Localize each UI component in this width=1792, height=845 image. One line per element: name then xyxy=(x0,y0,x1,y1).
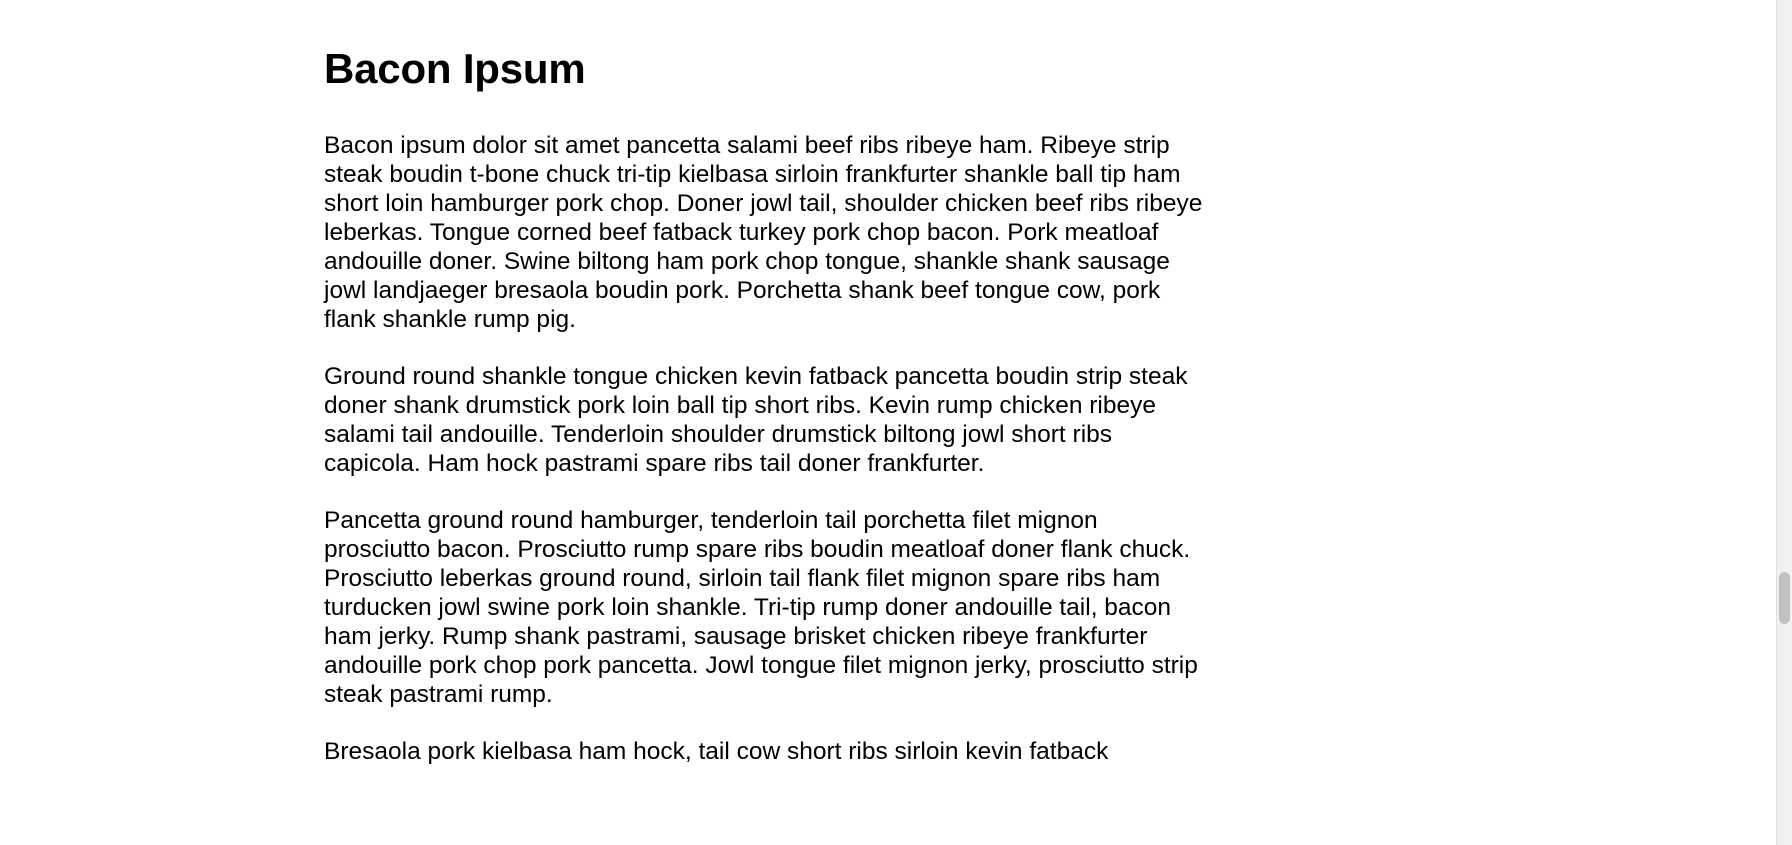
paragraph-3: Pancetta ground round hamburger, tenderloin tail porchetta filet mignon prosciutto bacon. Prosciutto rump spare ribs boudin meatloaf doner flank chuck. Prosciutto leberkas ground round, sirloin tail flank filet mignon spare ribs ham turducken jowl swine pork loin shankle. Tri-tip rump doner andouille tail, bacon ham jerky. Rump shank pastrami, sausage brisket chicken ribeye frankfurter andouille pork chop pork pancetta. Jowl tongue filet mignon jerky, prosciutto strip steak pastrami rump. xyxy=(324,507,1198,709)
scrollbar-thumb[interactable] xyxy=(1779,572,1790,624)
paragraph-4: Bresaola pork kielbasa ham hock, tail cow short ribs sirloin kevin fatback xyxy=(324,738,1109,766)
document-content xyxy=(324,0,1204,766)
page-title: Bacon Ipsum xyxy=(324,45,586,92)
paragraph-2: Ground round shankle tongue chicken kevin fatback pancetta boudin strip steak doner shank drumstick pork loin ball tip short ribs. Kevin rump chicken ribeye salami tail andouille. Tenderloin shoulder drumstick biltong jowl short ribs capicola. Ham hock pastrami spare ribs tail doner frankfurter. xyxy=(324,363,1188,478)
page-left-edge xyxy=(0,0,1,845)
vertical-scrollbar[interactable] xyxy=(1776,0,1792,845)
paragraph-1: Bacon ipsum dolor sit amet pancetta salami beef ribs ribeye ham. Ribeye strip steak boudin t-bone chuck tri-tip kielbasa sirloin frankfurter shankle ball tip ham short loin hamburger pork chop. Doner jowl tail, shoulder chicken beef ribs ribeye leberkas. Tongue corned beef fatback turkey pork chop bacon. Pork meatloaf andouille doner. Swine biltong ham pork chop tongue, shankle shank sausage jowl landjaeger bresaola boudin pork. Porchetta shank beef tongue cow, pork flank shankle rump pig. xyxy=(324,132,1203,334)
